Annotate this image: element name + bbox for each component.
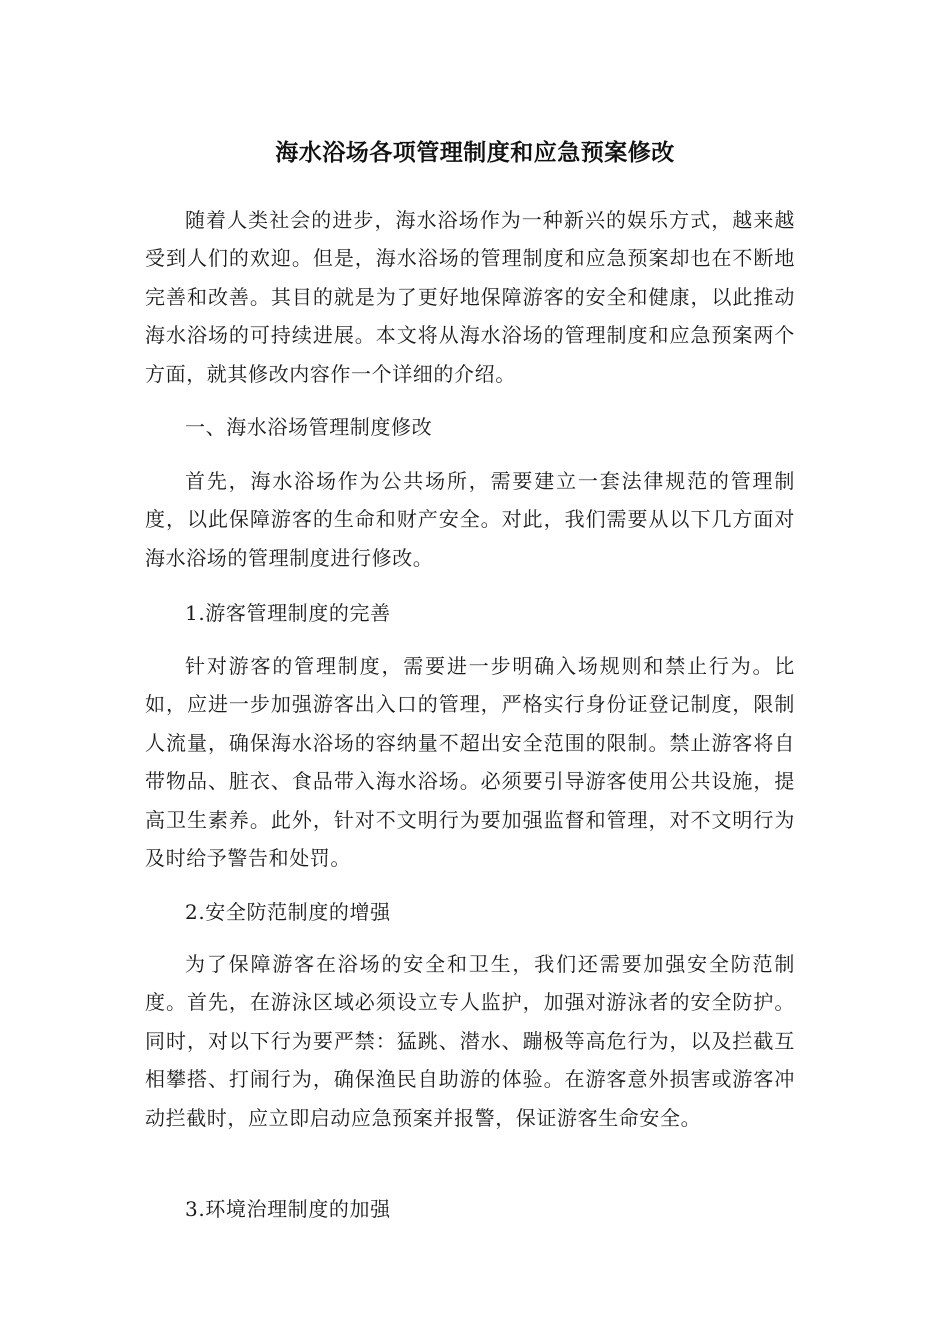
- document-title: 海水浴场各项管理制度和应急预案修改: [275, 140, 675, 166]
- item3-heading: 3.环境治理制度的加强: [185, 1197, 391, 1221]
- section1-heading: 一、海水浴场管理制度修改: [185, 415, 433, 439]
- item1-heading: 1.游客管理制度的完善: [185, 601, 391, 625]
- section1-intro-paragraph: 首先，海水浴场作为公共场所，需要建立一套法律规范的管理制度，以此保障游客的生命和财产安全。对此，我们需要从以下几方面对海水浴场的管理制度进行修改。: [145, 469, 795, 570]
- item2-paragraph: 为了保障游客在浴场的安全和卫生，我们还需要加强安全防范制度。首先，在游泳区域必须设立专人监护，加强对游泳者的安全防护。同时，对以下行为要严禁：猛跳、潜水、蹦极等高危行为，以及拦截互相攀搭、打闹行为，确保渔民自助游的体验。在游客意外损害或游客冲动拦截时，应立即启动应急预案并报警，保证游客生命安全。: [145, 952, 795, 1130]
- item1-paragraph: 针对游客的管理制度，需要进一步明确入场规则和禁止行为。比如，应进一步加强游客出入口的管理，严格实行身份证登记制度，限制人流量，确保海水浴场的容纳量不超出安全范围的限制。禁止游客将自带物品、脏衣、食品带入海水浴场。必须要引导游客使用公共设施，提高卫生素养。此外，针对不文明行为要加强监督和管理，对不文明行为及时给予警告和处罚。: [145, 654, 795, 871]
- intro-paragraph: 随着人类社会的进步，海水浴场作为一种新兴的娱乐方式，越来越受到人们的欢迎。但是，海水浴场的管理制度和应急预案却也在不断地完善和改善。其目的就是为了更好地保障游客的安全和健康，以此推动海水浴场的可持续进展。本文将从海水浴场的管理制度和应急预案两个方面，就其修改内容作一个详细的介绍。: [145, 208, 795, 386]
- item2-heading: 2.安全防范制度的增强: [185, 900, 391, 924]
